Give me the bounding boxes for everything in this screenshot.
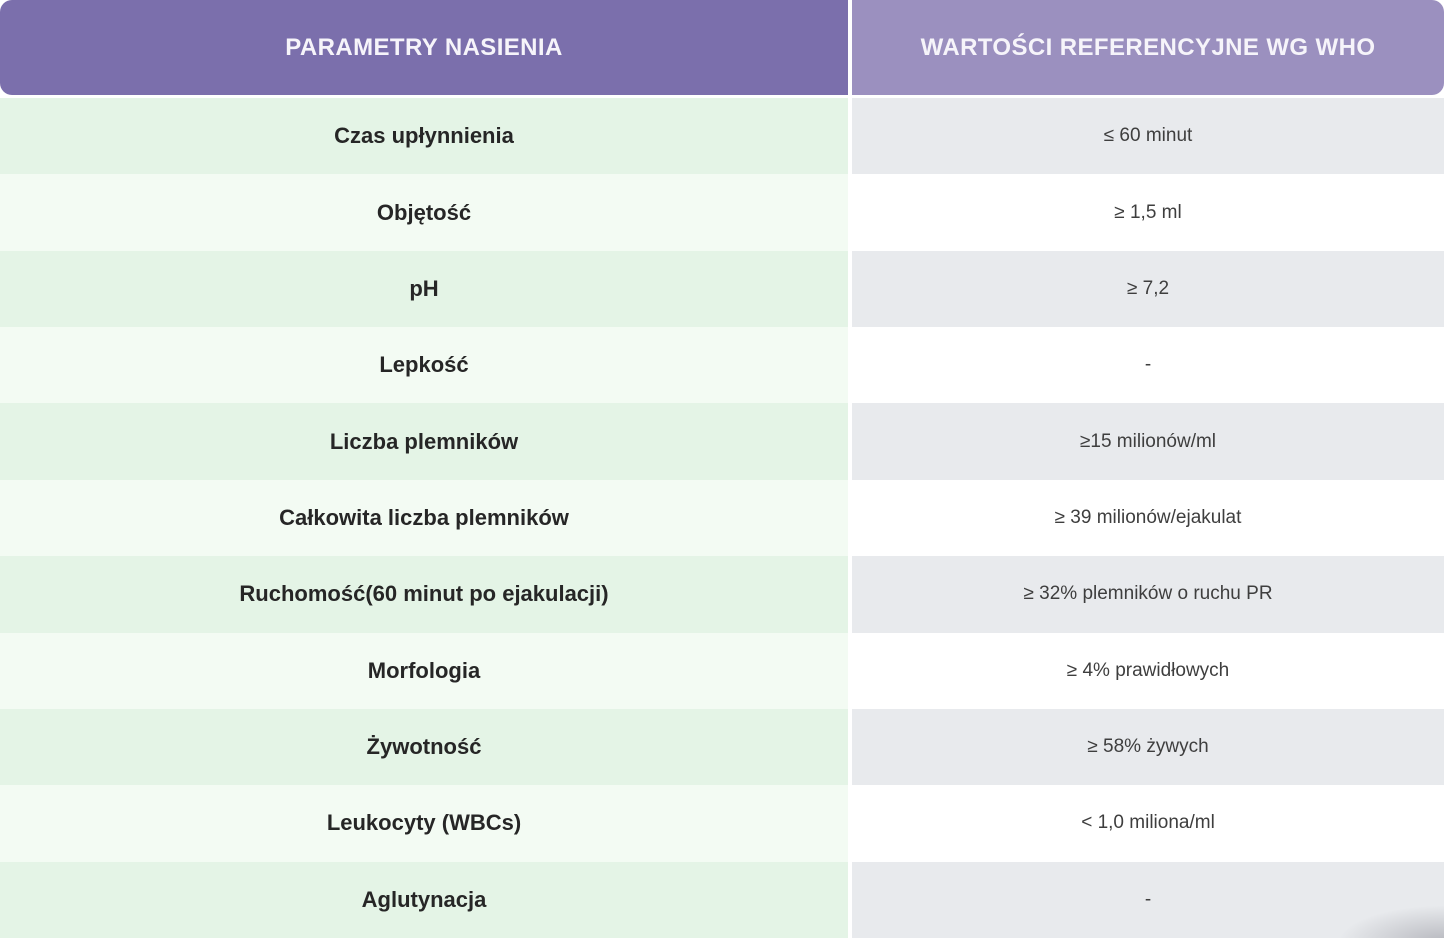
table-row-parameter: Liczba plemników xyxy=(0,403,848,479)
table-row-parameter: Morfologia xyxy=(0,633,848,709)
table-row-value: ≥ 32% plemników o ruchu PR xyxy=(852,556,1444,632)
table-row-parameter: Lepkość xyxy=(0,327,848,403)
parameters-column-header: PARAMETRY NASIENIA xyxy=(0,0,848,95)
table-row-parameter: Ruchomość(60 minut po ejakulacji) xyxy=(0,556,848,632)
table-row-parameter: Leukocyty (WBCs) xyxy=(0,785,848,861)
table-row-parameter: Całkowita liczba plemników xyxy=(0,480,848,556)
table-row-parameter: Żywotność xyxy=(0,709,848,785)
table-row-value: ≥ 4% prawidłowych xyxy=(852,633,1444,709)
table-row-parameter: Aglutynacja xyxy=(0,862,848,938)
table-row-value: - xyxy=(852,327,1444,403)
table-row-value: ≥ 1,5 ml xyxy=(852,174,1444,250)
table-row-value: < 1,0 miliona/ml xyxy=(852,785,1444,861)
table-row-value: ≥ 58% żywych xyxy=(852,709,1444,785)
table-row-parameter: Czas upłynnienia xyxy=(0,98,848,174)
table-row-parameter: pH xyxy=(0,251,848,327)
table-row-value: ≥ 7,2 xyxy=(852,251,1444,327)
reference-values-column-header: WARTOŚCI REFERENCYJNE WG WHO xyxy=(852,0,1444,95)
table-row-parameter: Objętość xyxy=(0,174,848,250)
table-row-value: ≥ 39 milionów/ejakulat xyxy=(852,480,1444,556)
table-row-value: ≤ 60 minut xyxy=(852,98,1444,174)
reference-values-column xyxy=(852,0,1444,938)
table-row-value: - xyxy=(852,862,1444,938)
table-row-value: ≥15 milionów/ml xyxy=(852,403,1444,479)
